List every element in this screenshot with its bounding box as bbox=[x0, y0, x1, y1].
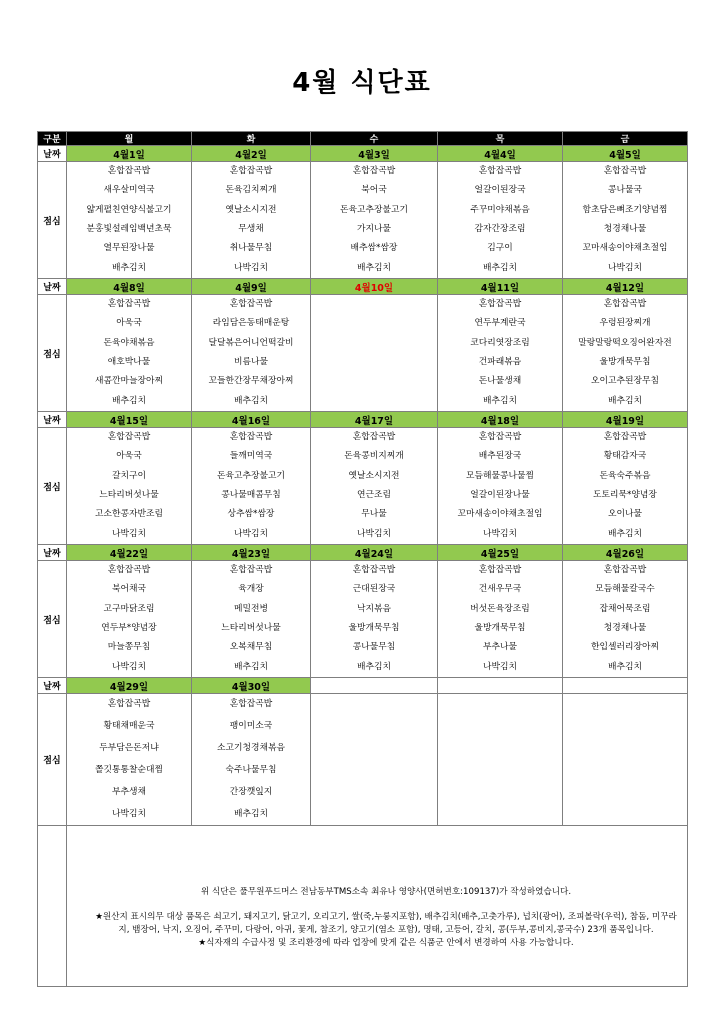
menu-cell bbox=[67, 428, 192, 545]
dish-item: 갈치구이 bbox=[112, 470, 146, 481]
date-text: 4월17일 bbox=[354, 415, 394, 427]
date-text: 4월25일 bbox=[480, 548, 520, 560]
dish-item: 배추김치 bbox=[608, 661, 642, 672]
menu-cell bbox=[67, 694, 192, 826]
dish-item: 코다리엿장조림 bbox=[470, 337, 530, 348]
dish-item: 소고기청경채볶음 bbox=[217, 743, 285, 754]
header-day: 목 bbox=[438, 132, 563, 146]
menu-cell bbox=[563, 295, 688, 412]
date-cell bbox=[192, 678, 311, 694]
dish-item: 돈육고추장불고기 bbox=[340, 204, 408, 215]
dish-list bbox=[192, 428, 310, 544]
dish-item: 황태감자국 bbox=[603, 451, 647, 462]
dish-item: 모듬해물칼국수 bbox=[595, 584, 655, 595]
dish-item: 무나물 bbox=[361, 509, 387, 520]
dish-item: 연두부계란국 bbox=[474, 318, 526, 329]
dish-item: 나박김치 bbox=[483, 661, 517, 672]
dish-item: 나박김치 bbox=[112, 661, 146, 672]
menu-cell bbox=[438, 162, 563, 279]
dish-item: 나박김치 bbox=[483, 528, 517, 539]
dish-item: 부추나물 bbox=[483, 642, 517, 653]
dish-item: 나박김치 bbox=[608, 262, 642, 273]
dish-item: 취나물무침 bbox=[229, 243, 273, 254]
dish-item: 비름나물 bbox=[234, 357, 268, 368]
dish-item: 배추김치 bbox=[483, 262, 517, 273]
dish-item: 콩나물매콤무침 bbox=[221, 490, 281, 501]
lunch-row bbox=[38, 694, 688, 826]
dish-item: 가지나물 bbox=[357, 224, 391, 235]
dish-item: 오이고추된장무침 bbox=[591, 376, 659, 387]
dish-item: 느타리버섯나물 bbox=[221, 623, 281, 634]
lunch-label: 점심 bbox=[38, 561, 67, 678]
dish-list bbox=[563, 428, 687, 544]
header-day: 수 bbox=[311, 132, 438, 146]
dish-item: 배추김치 bbox=[112, 262, 146, 273]
date-text: 4월15일 bbox=[109, 415, 149, 427]
date-row bbox=[38, 545, 688, 561]
date-cell bbox=[67, 279, 192, 295]
dish-item: 배추쌈*쌈장 bbox=[350, 243, 398, 254]
dish-item: 혼합잡곡밥 bbox=[352, 565, 396, 576]
dish-item: 무생채 bbox=[238, 224, 264, 235]
dish-list bbox=[563, 694, 687, 825]
holiday-date-cell bbox=[311, 279, 438, 295]
dish-item: 새콤깐마늘장아찌 bbox=[95, 376, 163, 387]
header-day: 금 bbox=[563, 132, 688, 146]
dish-item: 김구이 bbox=[487, 243, 513, 254]
menu-cell bbox=[67, 561, 192, 678]
dish-list bbox=[67, 295, 191, 411]
note-text: ★식자재의 수급사정 및 조리환경에 따라 업장에 맞게 같은 식품군 안에서 변경하여 사용 가능합니다. bbox=[198, 938, 574, 949]
dish-list bbox=[311, 694, 437, 825]
date-cell bbox=[67, 678, 192, 694]
lunch-row bbox=[38, 295, 688, 412]
menu-cell bbox=[438, 295, 563, 412]
date-cell bbox=[67, 412, 192, 428]
dish-item: 연두부*양념장 bbox=[101, 623, 157, 634]
empty-cell bbox=[563, 678, 688, 694]
date-cell bbox=[311, 545, 438, 561]
dish-item: 상추쌈*쌈장 bbox=[227, 509, 275, 520]
dish-item: 달달볶은어니언떡갈비 bbox=[208, 337, 294, 348]
dish-list bbox=[438, 295, 562, 411]
dish-item: 옛날소시지전 bbox=[225, 204, 277, 215]
dish-item: 꼬들한간장무채장아찌 bbox=[208, 376, 294, 387]
date-text: 4월2일 bbox=[235, 149, 267, 161]
menu-cell bbox=[311, 162, 438, 279]
dish-item: 울방개묵무침 bbox=[599, 357, 651, 368]
dish-item: 혼합잡곡밥 bbox=[352, 432, 396, 443]
dish-list bbox=[67, 428, 191, 544]
date-cell bbox=[563, 279, 688, 295]
dish-item: 한입셀러리장아찌 bbox=[591, 642, 659, 653]
dish-item: 혼합잡곡밥 bbox=[603, 565, 647, 576]
dish-item: 나박김치 bbox=[112, 808, 146, 819]
dish-item: 잡채어묵조림 bbox=[599, 603, 651, 614]
dish-item: 함초담은뼈조기양념찜 bbox=[582, 204, 668, 215]
dish-item: 들깨미역국 bbox=[229, 451, 273, 462]
dish-item: 콩나물국 bbox=[608, 185, 642, 196]
dish-item: 혼합잡곡밥 bbox=[352, 166, 396, 177]
date-cell bbox=[67, 146, 192, 162]
date-text: 4월3일 bbox=[358, 149, 390, 161]
dish-item: 모듬해물콩나물찜 bbox=[466, 470, 534, 481]
dish-item: 북어채국 bbox=[112, 584, 146, 595]
date-row bbox=[38, 146, 688, 162]
date-label: 날짜 bbox=[38, 146, 67, 162]
dish-list bbox=[563, 561, 687, 677]
menu-cell bbox=[192, 694, 311, 826]
dish-item: 배추김치 bbox=[234, 808, 268, 819]
date-text: 4월16일 bbox=[231, 415, 271, 427]
date-text: 4월29일 bbox=[109, 681, 149, 693]
dish-item: 울방개묵무침 bbox=[348, 623, 400, 634]
date-text: 4월19일 bbox=[605, 415, 645, 427]
dish-item: 배추김치 bbox=[234, 661, 268, 672]
date-text: 4월12일 bbox=[605, 282, 645, 294]
date-label: 날짜 bbox=[38, 412, 67, 428]
lunch-row bbox=[38, 162, 688, 279]
dish-item: 아욱국 bbox=[116, 318, 142, 329]
dish-item: 오복채무침 bbox=[229, 642, 273, 653]
menu-cell bbox=[67, 295, 192, 412]
date-cell bbox=[311, 412, 438, 428]
dish-item: 배추김치 bbox=[357, 262, 391, 273]
dish-item: 나박김치 bbox=[234, 528, 268, 539]
dish-item: 말랑말랑떡오징어완자전 bbox=[578, 337, 672, 348]
dish-item: 배추김치 bbox=[112, 395, 146, 406]
dish-list bbox=[192, 295, 310, 411]
dish-list bbox=[311, 428, 437, 544]
dish-list bbox=[438, 694, 562, 825]
dish-list bbox=[311, 162, 437, 278]
dish-item: 울방개묵무침 bbox=[474, 623, 526, 634]
date-text: 4월26일 bbox=[605, 548, 645, 560]
notes-box bbox=[67, 861, 687, 951]
date-text: 4월8일 bbox=[113, 282, 145, 294]
dish-item: 혼합잡곡밥 bbox=[229, 565, 273, 576]
note-text: 위 식단은 풀무원푸드머스 전남동부TMS소속 최유나 영양사(면허번호:109137)가 작성하였습니다. bbox=[200, 887, 572, 898]
dish-list bbox=[311, 295, 437, 411]
menu-cell bbox=[438, 428, 563, 545]
dish-list bbox=[67, 162, 191, 278]
dish-item: 마늘쫑무침 bbox=[107, 642, 151, 653]
date-text: 4월9일 bbox=[235, 282, 267, 294]
dish-item: 낙지볶음 bbox=[357, 603, 391, 614]
lunch-label: 점심 bbox=[38, 295, 67, 412]
dish-item: 배추김치 bbox=[234, 395, 268, 406]
dish-item: 혼합잡곡밥 bbox=[478, 299, 522, 310]
empty-cell bbox=[438, 678, 563, 694]
dish-list bbox=[192, 694, 310, 825]
date-row bbox=[38, 678, 688, 694]
lunch-label: 점심 bbox=[38, 428, 67, 545]
date-cell bbox=[192, 146, 311, 162]
dish-item: 배추된장국 bbox=[478, 451, 522, 462]
dish-item: 혼합잡곡밥 bbox=[478, 565, 522, 576]
date-cell bbox=[563, 545, 688, 561]
date-cell bbox=[438, 545, 563, 561]
date-cell bbox=[67, 545, 192, 561]
date-label: 날짜 bbox=[38, 545, 67, 561]
menu-cell bbox=[311, 295, 438, 412]
lunch-label: 점심 bbox=[38, 694, 67, 826]
header-day: 화 bbox=[192, 132, 311, 146]
dish-item: 청경채나물 bbox=[603, 224, 647, 235]
dish-item: 부추생채 bbox=[112, 786, 146, 797]
date-text: 4월22일 bbox=[109, 548, 149, 560]
date-text: 4월30일 bbox=[231, 681, 271, 693]
dish-item: 혼합잡곡밥 bbox=[107, 166, 151, 177]
dish-item: 얼갈이된장국 bbox=[474, 185, 526, 196]
date-text: 4월4일 bbox=[484, 149, 516, 161]
dish-list bbox=[438, 162, 562, 278]
menu-cell bbox=[67, 162, 192, 279]
lunch-label: 점심 bbox=[38, 162, 67, 279]
dish-item: 돈육숙주볶음 bbox=[599, 470, 651, 481]
menu-cell bbox=[563, 428, 688, 545]
date-text: 4월10일 bbox=[354, 282, 394, 294]
dish-item: 나박김치 bbox=[112, 528, 146, 539]
dish-item: 아욱국 bbox=[116, 451, 142, 462]
dish-item: 옛날소시지전 bbox=[348, 470, 400, 481]
dish-item: 고구마닭조림 bbox=[103, 603, 155, 614]
menu-cell bbox=[438, 561, 563, 678]
dish-item: 감자간장조림 bbox=[474, 224, 526, 235]
dish-item: 느타리버섯나물 bbox=[99, 490, 159, 501]
dish-item: 혼합잡곡밥 bbox=[229, 432, 273, 443]
menu-cell bbox=[563, 561, 688, 678]
dish-item: 혼합잡곡밥 bbox=[229, 699, 273, 710]
dish-item: 연근조림 bbox=[357, 490, 391, 501]
date-text: 4월11일 bbox=[480, 282, 520, 294]
dish-item: 꼬마새송이야채초절임 bbox=[582, 243, 668, 254]
dish-item: 돈육콩비지찌개 bbox=[344, 451, 404, 462]
dish-item: 배추김치 bbox=[608, 528, 642, 539]
menu-cell bbox=[192, 295, 311, 412]
dish-item: 혼합잡곡밥 bbox=[478, 166, 522, 177]
dish-item: 두부담은돈저냐 bbox=[99, 743, 159, 754]
dish-list bbox=[192, 561, 310, 677]
dish-list bbox=[67, 694, 191, 825]
dish-item: 북어국 bbox=[361, 185, 387, 196]
date-cell bbox=[563, 412, 688, 428]
date-cell bbox=[192, 412, 311, 428]
dish-item: 주꾸미야채볶음 bbox=[470, 204, 530, 215]
dish-item: 오이나물 bbox=[608, 509, 642, 520]
dish-item: 육개장 bbox=[238, 584, 264, 595]
menu-cell bbox=[563, 694, 688, 826]
dish-item: 황태채매운국 bbox=[103, 721, 155, 732]
dish-item: 우렁된장찌개 bbox=[599, 318, 651, 329]
date-cell bbox=[192, 279, 311, 295]
date-row bbox=[38, 412, 688, 428]
dish-item: 근대된장국 bbox=[352, 584, 396, 595]
notes-row bbox=[38, 826, 688, 987]
menu-cell bbox=[192, 162, 311, 279]
dish-item: 팽이미소국 bbox=[229, 721, 273, 732]
date-cell bbox=[311, 146, 438, 162]
page-title: 4월 식단표 bbox=[292, 68, 432, 98]
date-cell bbox=[438, 279, 563, 295]
dish-item: 숙주나물무침 bbox=[225, 764, 277, 775]
header-row bbox=[38, 132, 688, 146]
date-cell bbox=[438, 146, 563, 162]
date-label: 날짜 bbox=[38, 279, 67, 295]
dish-list bbox=[563, 295, 687, 411]
menu-cell bbox=[192, 561, 311, 678]
dish-item: 혼합잡곡밥 bbox=[478, 432, 522, 443]
dish-list bbox=[563, 162, 687, 278]
dish-item: 분홍빛설레임백년초묵 bbox=[86, 224, 172, 235]
dish-item: 건새우무국 bbox=[478, 584, 522, 595]
dish-item: 돈육고추장불고기 bbox=[217, 470, 285, 481]
dish-item: 혼합잡곡밥 bbox=[603, 432, 647, 443]
notes-label-cell bbox=[38, 826, 67, 987]
dish-item: 혼합잡곡밥 bbox=[229, 166, 273, 177]
dish-item: 혼합잡곡밥 bbox=[229, 299, 273, 310]
dish-item: 나박김치 bbox=[357, 528, 391, 539]
menu-cell bbox=[192, 428, 311, 545]
dish-item: 돈육김치찌개 bbox=[225, 185, 277, 196]
menu-cell bbox=[311, 694, 438, 826]
dish-item: 도토리묵*양념장 bbox=[593, 490, 657, 501]
date-row bbox=[38, 279, 688, 295]
date-text: 4월23일 bbox=[231, 548, 271, 560]
dish-item: 나박김치 bbox=[234, 262, 268, 273]
dish-item: 혼합잡곡밥 bbox=[107, 432, 151, 443]
dish-list bbox=[438, 428, 562, 544]
dish-item: 콩나물무침 bbox=[352, 642, 396, 653]
dish-item: 배추김치 bbox=[357, 661, 391, 672]
dish-item: 혼합잡곡밥 bbox=[107, 565, 151, 576]
menu-cell bbox=[438, 694, 563, 826]
dish-item: 건파래볶음 bbox=[478, 357, 522, 368]
date-text: 4월24일 bbox=[354, 548, 394, 560]
dish-item: 열무된장나물 bbox=[103, 243, 155, 254]
dish-list bbox=[192, 162, 310, 278]
menu-cell bbox=[311, 428, 438, 545]
notes-cell bbox=[67, 826, 688, 987]
dish-item: 혼합잡곡밥 bbox=[107, 299, 151, 310]
dish-item: 새우살미역국 bbox=[103, 185, 155, 196]
dish-item: 라임담은동태매운탕 bbox=[212, 318, 290, 329]
dish-item: 혼합잡곡밥 bbox=[603, 299, 647, 310]
dish-item: 꼬마새송이야채초절임 bbox=[457, 509, 543, 520]
dish-item: 청경채나물 bbox=[603, 623, 647, 634]
date-cell bbox=[438, 412, 563, 428]
dish-item: 얼갈이된장나물 bbox=[470, 490, 530, 501]
date-text: 4월1일 bbox=[113, 149, 145, 161]
header-day: 월 bbox=[67, 132, 192, 146]
menu-cell bbox=[563, 162, 688, 279]
dish-list bbox=[67, 561, 191, 677]
dish-list bbox=[311, 561, 437, 677]
date-text: 4월5일 bbox=[609, 149, 641, 161]
dish-item: 혼합잡곡밥 bbox=[603, 166, 647, 177]
dish-item: 간장깻잎지 bbox=[229, 786, 273, 797]
empty-cell bbox=[311, 678, 438, 694]
header-category: 구분 bbox=[38, 132, 67, 146]
dish-item: 배추김치 bbox=[483, 395, 517, 406]
menu-table bbox=[37, 131, 688, 987]
dish-item: 버섯돈육장조림 bbox=[470, 603, 530, 614]
note-text: ★원산지 표시의무 대상 품목은 쇠고기, 돼지고기, 닭고기, 오리고기, 쌀(죽,누룽지포함), 배추김치(배추,고춧가루), 넙치(광어), 조피볼락(우럭), 참돔, 미꾸라지, 뱀장어, 낙지, 오징어, 주꾸미, 다랑어, 아귀, 꽃게, 참조기, 양고기(염소 포함), 명태, 고등어, 갈치, 콩(두부,콩비지,콩국수) 23개 품목입니다. bbox=[95, 911, 677, 935]
dish-item: 쫄깃통통찰순대찜 bbox=[95, 764, 163, 775]
menu-cell bbox=[311, 561, 438, 678]
dish-item: 배추김치 bbox=[608, 395, 642, 406]
date-cell bbox=[192, 545, 311, 561]
dish-item: 고소한콩자반조림 bbox=[95, 509, 163, 520]
lunch-row bbox=[38, 561, 688, 678]
date-text: 4월18일 bbox=[480, 415, 520, 427]
dish-item: 얇게펼친연양식불고기 bbox=[86, 204, 172, 215]
dish-list bbox=[438, 561, 562, 677]
dish-item: 혼합잡곡밥 bbox=[107, 699, 151, 710]
lunch-row bbox=[38, 428, 688, 545]
dish-item: 애호박나물 bbox=[107, 357, 151, 368]
dish-item: 메밀전병 bbox=[234, 603, 268, 614]
date-label: 날짜 bbox=[38, 678, 67, 694]
date-cell bbox=[563, 146, 688, 162]
dish-item: 돈육야채볶음 bbox=[103, 337, 155, 348]
dish-item: 돈나물생채 bbox=[478, 376, 522, 387]
